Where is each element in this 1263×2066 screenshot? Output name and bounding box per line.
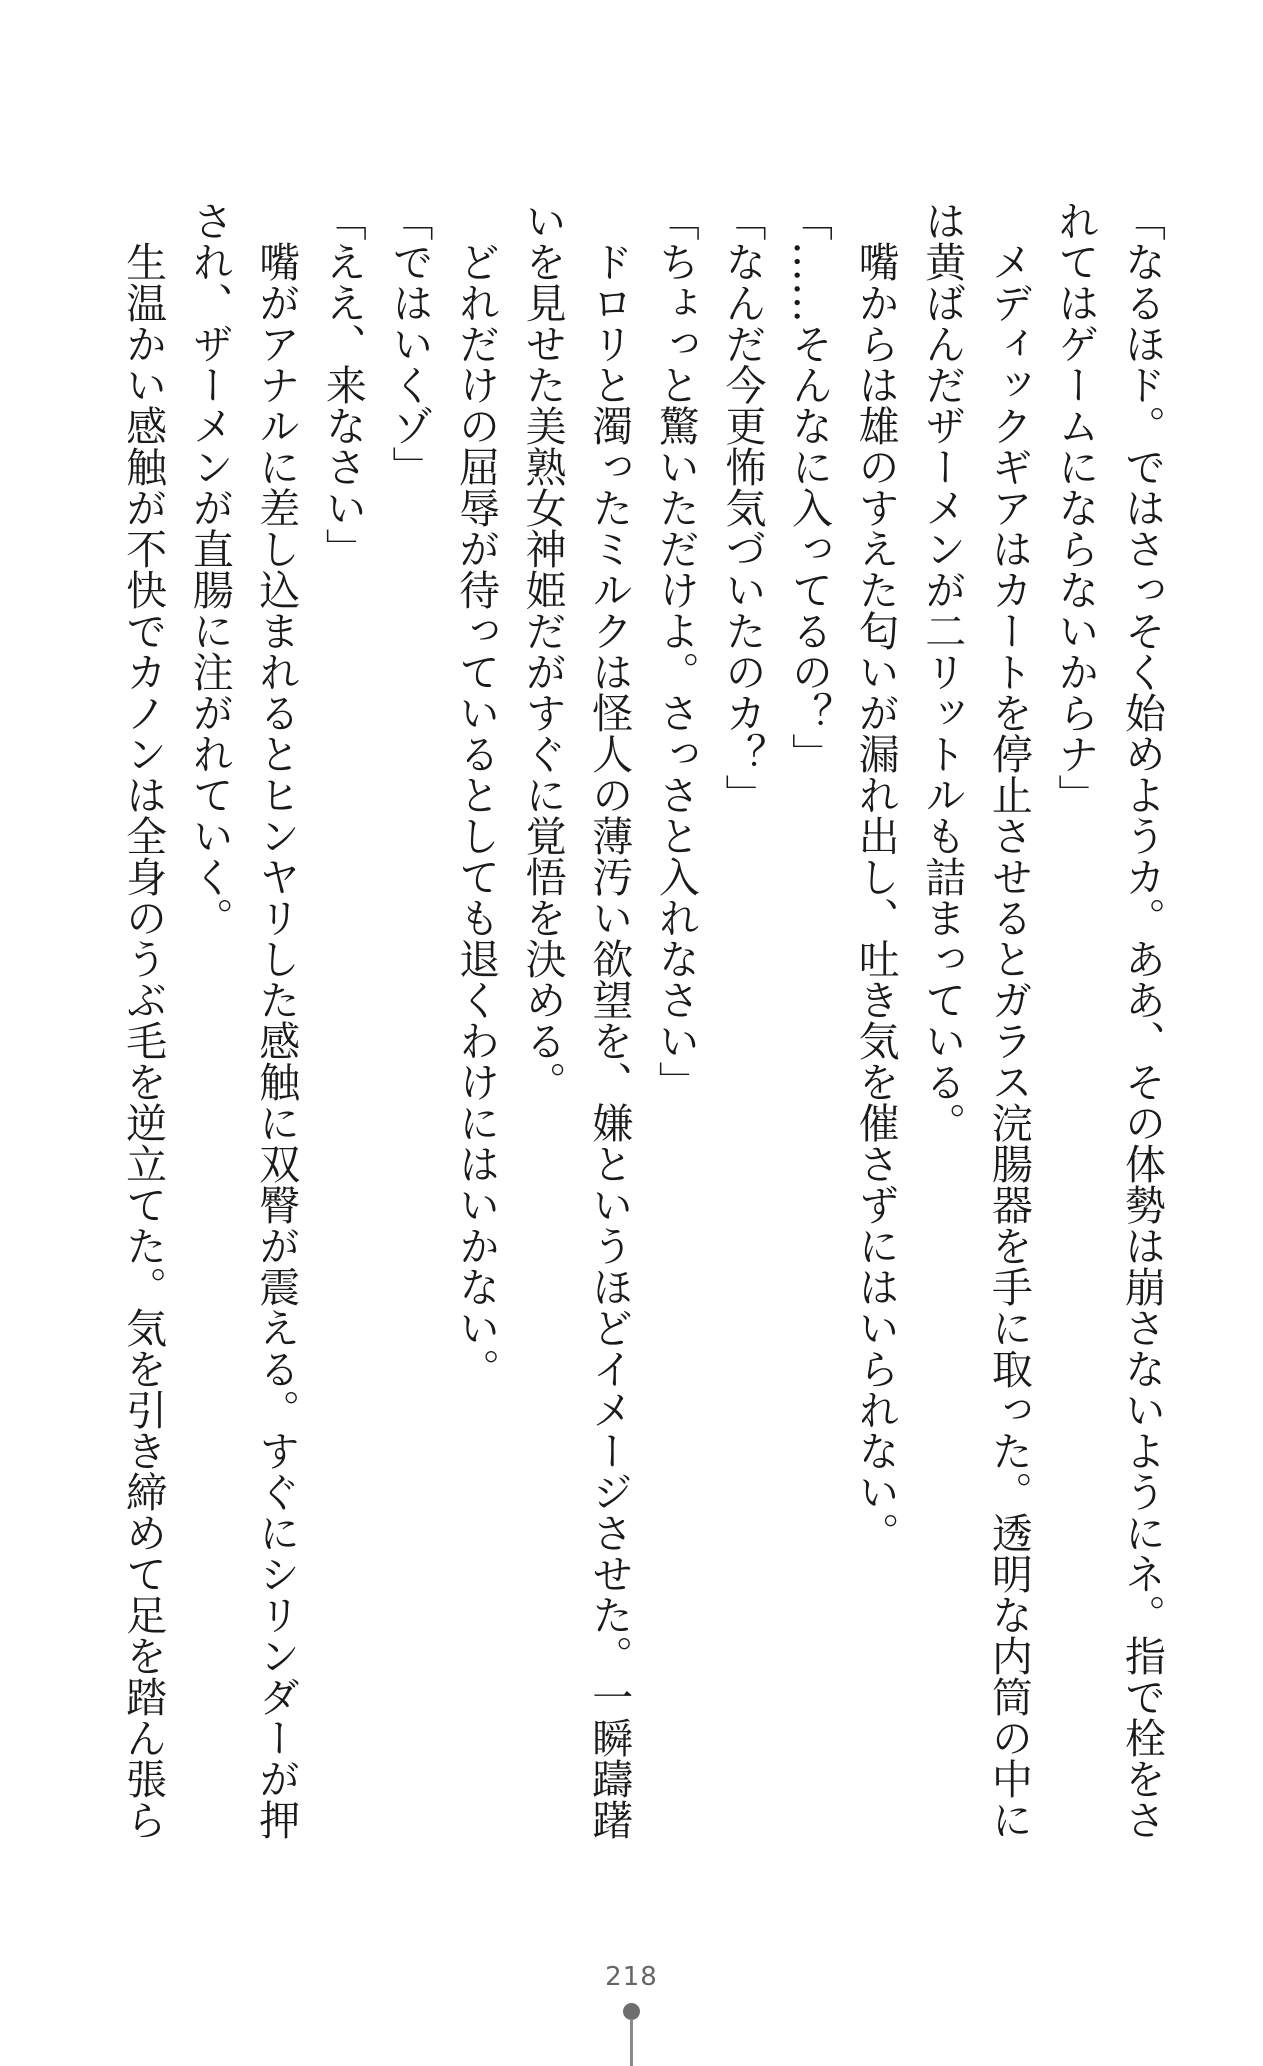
page-marker-line <box>630 2019 633 2066</box>
text-line: 「ええ、来なさい」 <box>318 200 367 569</box>
page-marker-dot <box>623 2003 640 2020</box>
text-line: 嘴がアナルに差し込まれるとヒンヤリした感触に双臀が震える。すぐにシリンダーが押 <box>252 200 301 1840</box>
text-line: いを見せた美熟女神姫だがすぐに覚悟を決める。 <box>518 200 567 1102</box>
text-line: 生温かい感触が不快でカノンは全身のうぶ毛を逆立てた。気を引き締めて足を踏ん張ら <box>119 200 168 1840</box>
text-line: 「……そんなに入ってるの？」 <box>785 200 834 774</box>
text-line: 「なるほド。ではさっそく始めようカ。ああ、その体勢は崩さないようにネ。指で栓をさ <box>1118 200 1166 1840</box>
text-line: 「ではいくゾ」 <box>385 200 434 487</box>
text-line: どれだけの屈辱が待っているとしても退くわけにはいかない。 <box>452 200 501 1389</box>
text-line: れてはゲームにならないからナ」 <box>1051 200 1100 815</box>
text-line: 「ちょっと驚いただけよ。さっさと入れなさい」 <box>651 200 700 1102</box>
text-line: され、ザーメンが直腸に注がれていく。 <box>185 200 234 938</box>
vertical-text-body <box>75 200 1175 1880</box>
text-line: ドロリと濁ったミルクは怪人の薄汚い欲望を、嫌というほどイメージさせた。一瞬躊躇 <box>585 200 634 1840</box>
text-line: メディックギアはカートを停止させるとガラス浣腸器を手に取った。透明な内筒の中に <box>984 200 1033 1840</box>
text-line: は黄ばんだザーメンが二リットルも詰まっている。 <box>918 200 967 1143</box>
text-line: 「なんだ今更怖気づいたのカ？」 <box>718 200 767 815</box>
text-line: 嘴からは雄のすえた匂いが漏れ出し、吐き気を催さずにはいられない。 <box>851 200 900 1553</box>
page-number: 218 <box>605 1962 658 1992</box>
